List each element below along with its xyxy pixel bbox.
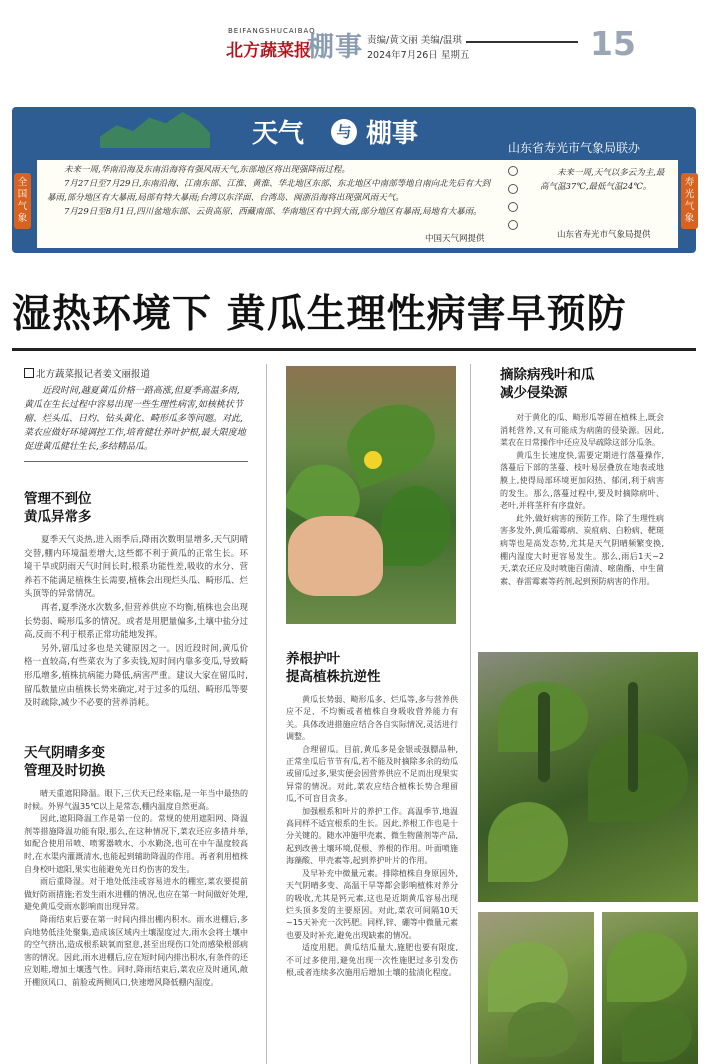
byline xyxy=(24,366,150,380)
section-2-title: 管理及时切换 xyxy=(24,763,105,779)
byline-text: 北方蔬菜报记者姜文丽报道 xyxy=(36,369,151,380)
binding-spiral xyxy=(508,166,518,238)
editors-line: 责编/黄文丽 美编/温琪 xyxy=(367,35,462,46)
article-headline: 湿热环境下 黄瓜生理性病害早预防 xyxy=(12,292,627,337)
tag-local-weather: 寿光气象 xyxy=(681,173,698,229)
section-3-title: 养根护叶 xyxy=(286,651,340,667)
section-3-body xyxy=(286,694,458,979)
lead-rule xyxy=(24,461,248,462)
paragraph: 雨后重降湿。对于地处低洼或容易进水的棚室,菜农要提前做好防雨措施;若发生雨水进棚的情况,也应在第一时间做好处理,避免黄瓜受雨水影响而出现异常。 xyxy=(24,877,248,912)
section-4-title: 减少侵染源 xyxy=(500,385,568,401)
local-forecast xyxy=(540,166,668,194)
section-4-title: 摘除病残叶和瓜 xyxy=(500,367,595,383)
section-1-title: 管理不到位 xyxy=(24,491,92,507)
banner-title-shed: 棚事 xyxy=(366,119,419,149)
section-1 xyxy=(24,490,248,711)
national-forecast-para: 未来一周,华南沿海及东南沿海将有强风雨天气,东部地区将出现强降雨过程。 xyxy=(64,165,350,175)
section-3 xyxy=(286,650,458,979)
paragraph: 黄瓜长势弱、畸形瓜多、烂瓜等,多与营养供应不足、不均衡或者植株自身吸收营养能力有关。具体改进措施应结合各自实际情况,灵活进行调整。 xyxy=(286,695,458,742)
section-2-title: 天气阴晴多变 xyxy=(24,745,105,761)
column-divider xyxy=(470,364,471,1064)
paragraph: 及早补充中微量元素。排除植株自身原因外,天气阴晴多变、高温干旱等都会影响植株对养分的吸收,尤其是钙元素,这也是近期黄瓜容易出现烂头顶多发的主要原因。对此,菜农可间隔10天~15天补充一次钙肥。同样,锌、硼等中微量元素也要及时补充,避免出现缺素的情况。 xyxy=(286,868,458,940)
section-title: 棚事 xyxy=(307,32,363,63)
photo-cucumber-leaves-right xyxy=(602,912,698,1064)
national-forecast-para: 7月29日至8月1日,四川盆地东部、云贵高原、西藏南部、华南地区有中到大雨,部分地区有暴雨,局地有大暴雨。 xyxy=(64,207,482,217)
national-forecast-source: 中国天气网提供 xyxy=(425,234,485,244)
paragraph: 黄瓜生长速度快,需要定期进行落蔓操作,落蔓后下部的茎蔓、枝叶易层叠放在地表或地膜上,使得局部环境更加闷热、郁闭,利于病害的发生。那么,落蔓过程中,要及时摘除病叶、老叶,并将茎秆有序盘好。 xyxy=(500,450,664,511)
local-forecast-source: 山东省寿光市气象局提供 xyxy=(557,230,651,240)
paragraph: 再者,夏季浇水次数多,但营养供应不均衡,植株也会出现长势弱、畸形瓜多的情况。或者是用肥量偏多,土壤中盐分过高,反而不利于根系正常功能地发挥。 xyxy=(24,602,248,641)
headline-rule xyxy=(12,348,696,351)
column-divider xyxy=(266,364,267,1064)
byline-box-icon xyxy=(24,368,34,378)
section-2 xyxy=(24,744,248,990)
section-3-title: 提高植株抗逆性 xyxy=(286,669,381,685)
photo-cucumber-plants xyxy=(478,652,698,902)
paper-pinyin: BEIFANGSHUCAIBAO xyxy=(228,27,316,35)
paragraph: 晴天重遮阳降温。眼下,三伏天已经来临,是一年当中最热的时候。外界气温35℃以上是常态,棚内温度自然更高。 xyxy=(24,789,248,811)
article-lead: 近段时间,越夏黄瓜价格一路高涨,但夏季高温多雨,黄瓜在生长过程中容易出现一些生理性病害,如核桃状节瘤、烂头瓜、日灼、钻头黄化、畸形瓜多等问题。对此,菜农应做好环境调控工作,培育健壮养叶护根,最大限度地促进黄瓜健壮生长,多结精品瓜。 xyxy=(24,386,246,452)
tag-national-weather: 全国气象 xyxy=(14,173,31,229)
national-forecast-para: 7月27日至7月29日,东南沿海、江南东部、江淮、黄淮、华北地区东部、东北地区中南部等地自南向北先后有大到暴雨,部分地区有大暴雨,局部有特大暴雨;台湾以东洋面、台湾岛、闽浙沿海将出现强风雨天气。 xyxy=(47,179,491,203)
page-number: 15 xyxy=(590,24,636,63)
paragraph: 合理留瓜。目前,黄瓜多是金银或强膘品种,正常坐瓜后节节有瓜,若不能及时摘除多余的幼瓜或留瓜过多,果实便会因营养供应不足而出现果实异常的情况。对此,菜农应结合植株长势合理留瓜,不可盲目贪多。 xyxy=(286,744,458,804)
paragraph: 另外,留瓜过多也是关键原因之一。因近段时间,黄瓜价格一直较高,有些菜农为了多卖钱,短时间内靠多变瓜,导致畸形瓜增多,植株抗病能力降低,病害严重。建议大家在留瓜时,留瓜数量应由植株长势来确定,对于过多的瓜纽、畸形瓜等要及时疏除,减少不必要的营养消耗。 xyxy=(24,643,248,709)
section-4-body xyxy=(500,412,664,588)
photo-hand-holding-cucumber xyxy=(286,366,456,624)
section-1-body xyxy=(24,534,248,711)
banner-title-weather: 天气 xyxy=(252,119,305,149)
paper-name-logo: 北方蔬菜报 xyxy=(226,41,311,61)
photo-cucumber-leaves-left xyxy=(478,912,594,1064)
paragraph: 降雨结束后要在第一时间内排出棚内积水。雨水进棚后,多向地势低洼处聚集,造成该区域内土壤湿度过大,雨水会将土壤中的空气挤出,造成根系缺氧而窒息,甚至出现伤口处而感染根部病害的情况。因此,雨水进棚后,应在短时间内排出积水,有条件的还应划畦,增加土壤透气性。同时,降雨结束后,菜农应及时通风,敞开棚顶风口、前脸或两侧风口,快速增风降低棚内湿度。 xyxy=(24,914,248,987)
paragraph: 加强根系和叶片的养护工作。高温季节,地温高同样不适宜根系的生长。因此,养根工作也是十分关键的。随水冲施甲壳素、微生物菌剂等产品,起到改善土壤环境,促根、养根的作用。叶面喷施海藻酸、甲壳素等,起到养护叶片的作用。 xyxy=(286,806,458,866)
local-forecast-para: 未来一周,天气以多云为主,最高气温37℃,最低气温24℃。 xyxy=(540,168,665,192)
paragraph: 因此,遮阳降温工作是第一位的。常规的使用遮阳网、降温剂等措施降温功能有限,那么,在这种情况下,菜农还应多措并举,如配合使用吊喷、喷雾器喷水、小水勤浇,也可在中午温度较高时,在水渠内灌溉清水,也能起到辅助降温的作用。再者利用植株自身校叶遮阳,果实也能避免光日灼伤害的发生。 xyxy=(24,814,248,874)
section-2-body xyxy=(24,788,248,990)
national-forecast xyxy=(47,163,495,219)
banner-organizer: 山东省寿光市气象局联办 xyxy=(508,141,641,155)
section-4 xyxy=(500,366,664,588)
paragraph: 此外,做好病害的预防工作。除了生理性病害多发外,黄瓜霜霉病、炭疽病、白粉病、靶斑病等也是高发态势,尤其是天气阴晴频繁变换,棚内湿度大时更容易发生。那么,雨后1天~2天,菜农还应及时喷施百菌清、嘧菌酯、中生菌素、春雷霉素等药剂,起到预防病害的作用。 xyxy=(500,513,664,586)
paragraph: 夏季天气炎热,进入雨季后,降雨次数明显增多,天气阴晴交替,棚内环境温差增大,这些都不利于黄瓜的正常生长。环境干旱或阴雨天气时间长时,根系功能性差,吸收的水分、营养若不能满足植株生长需要,植株会出现烂头瓜、畸形瓜、烂头顶等的异常情况。 xyxy=(24,535,248,600)
paragraph: 适度用肥。黄瓜结瓜量大,施肥也要有限度,不可过多使用,避免出现一次性施肥过多引发伤根,或者连续多次施用后增加土壤的盐渍化程度。 xyxy=(286,943,458,977)
paragraph: 对于黄化的瓜、畸形瓜等留在植株上,既会消耗营养,又有可能成为病菌的侵染源。因此,菜农在日常操作中还应及早疏除这部分瓜条。 xyxy=(500,413,664,448)
issue-date: 2024年7月26日 星期五 xyxy=(367,50,470,61)
section-1-title: 黄瓜异常多 xyxy=(24,509,92,525)
banner-title-and: 与 xyxy=(331,119,357,145)
masthead-rule xyxy=(466,41,578,43)
